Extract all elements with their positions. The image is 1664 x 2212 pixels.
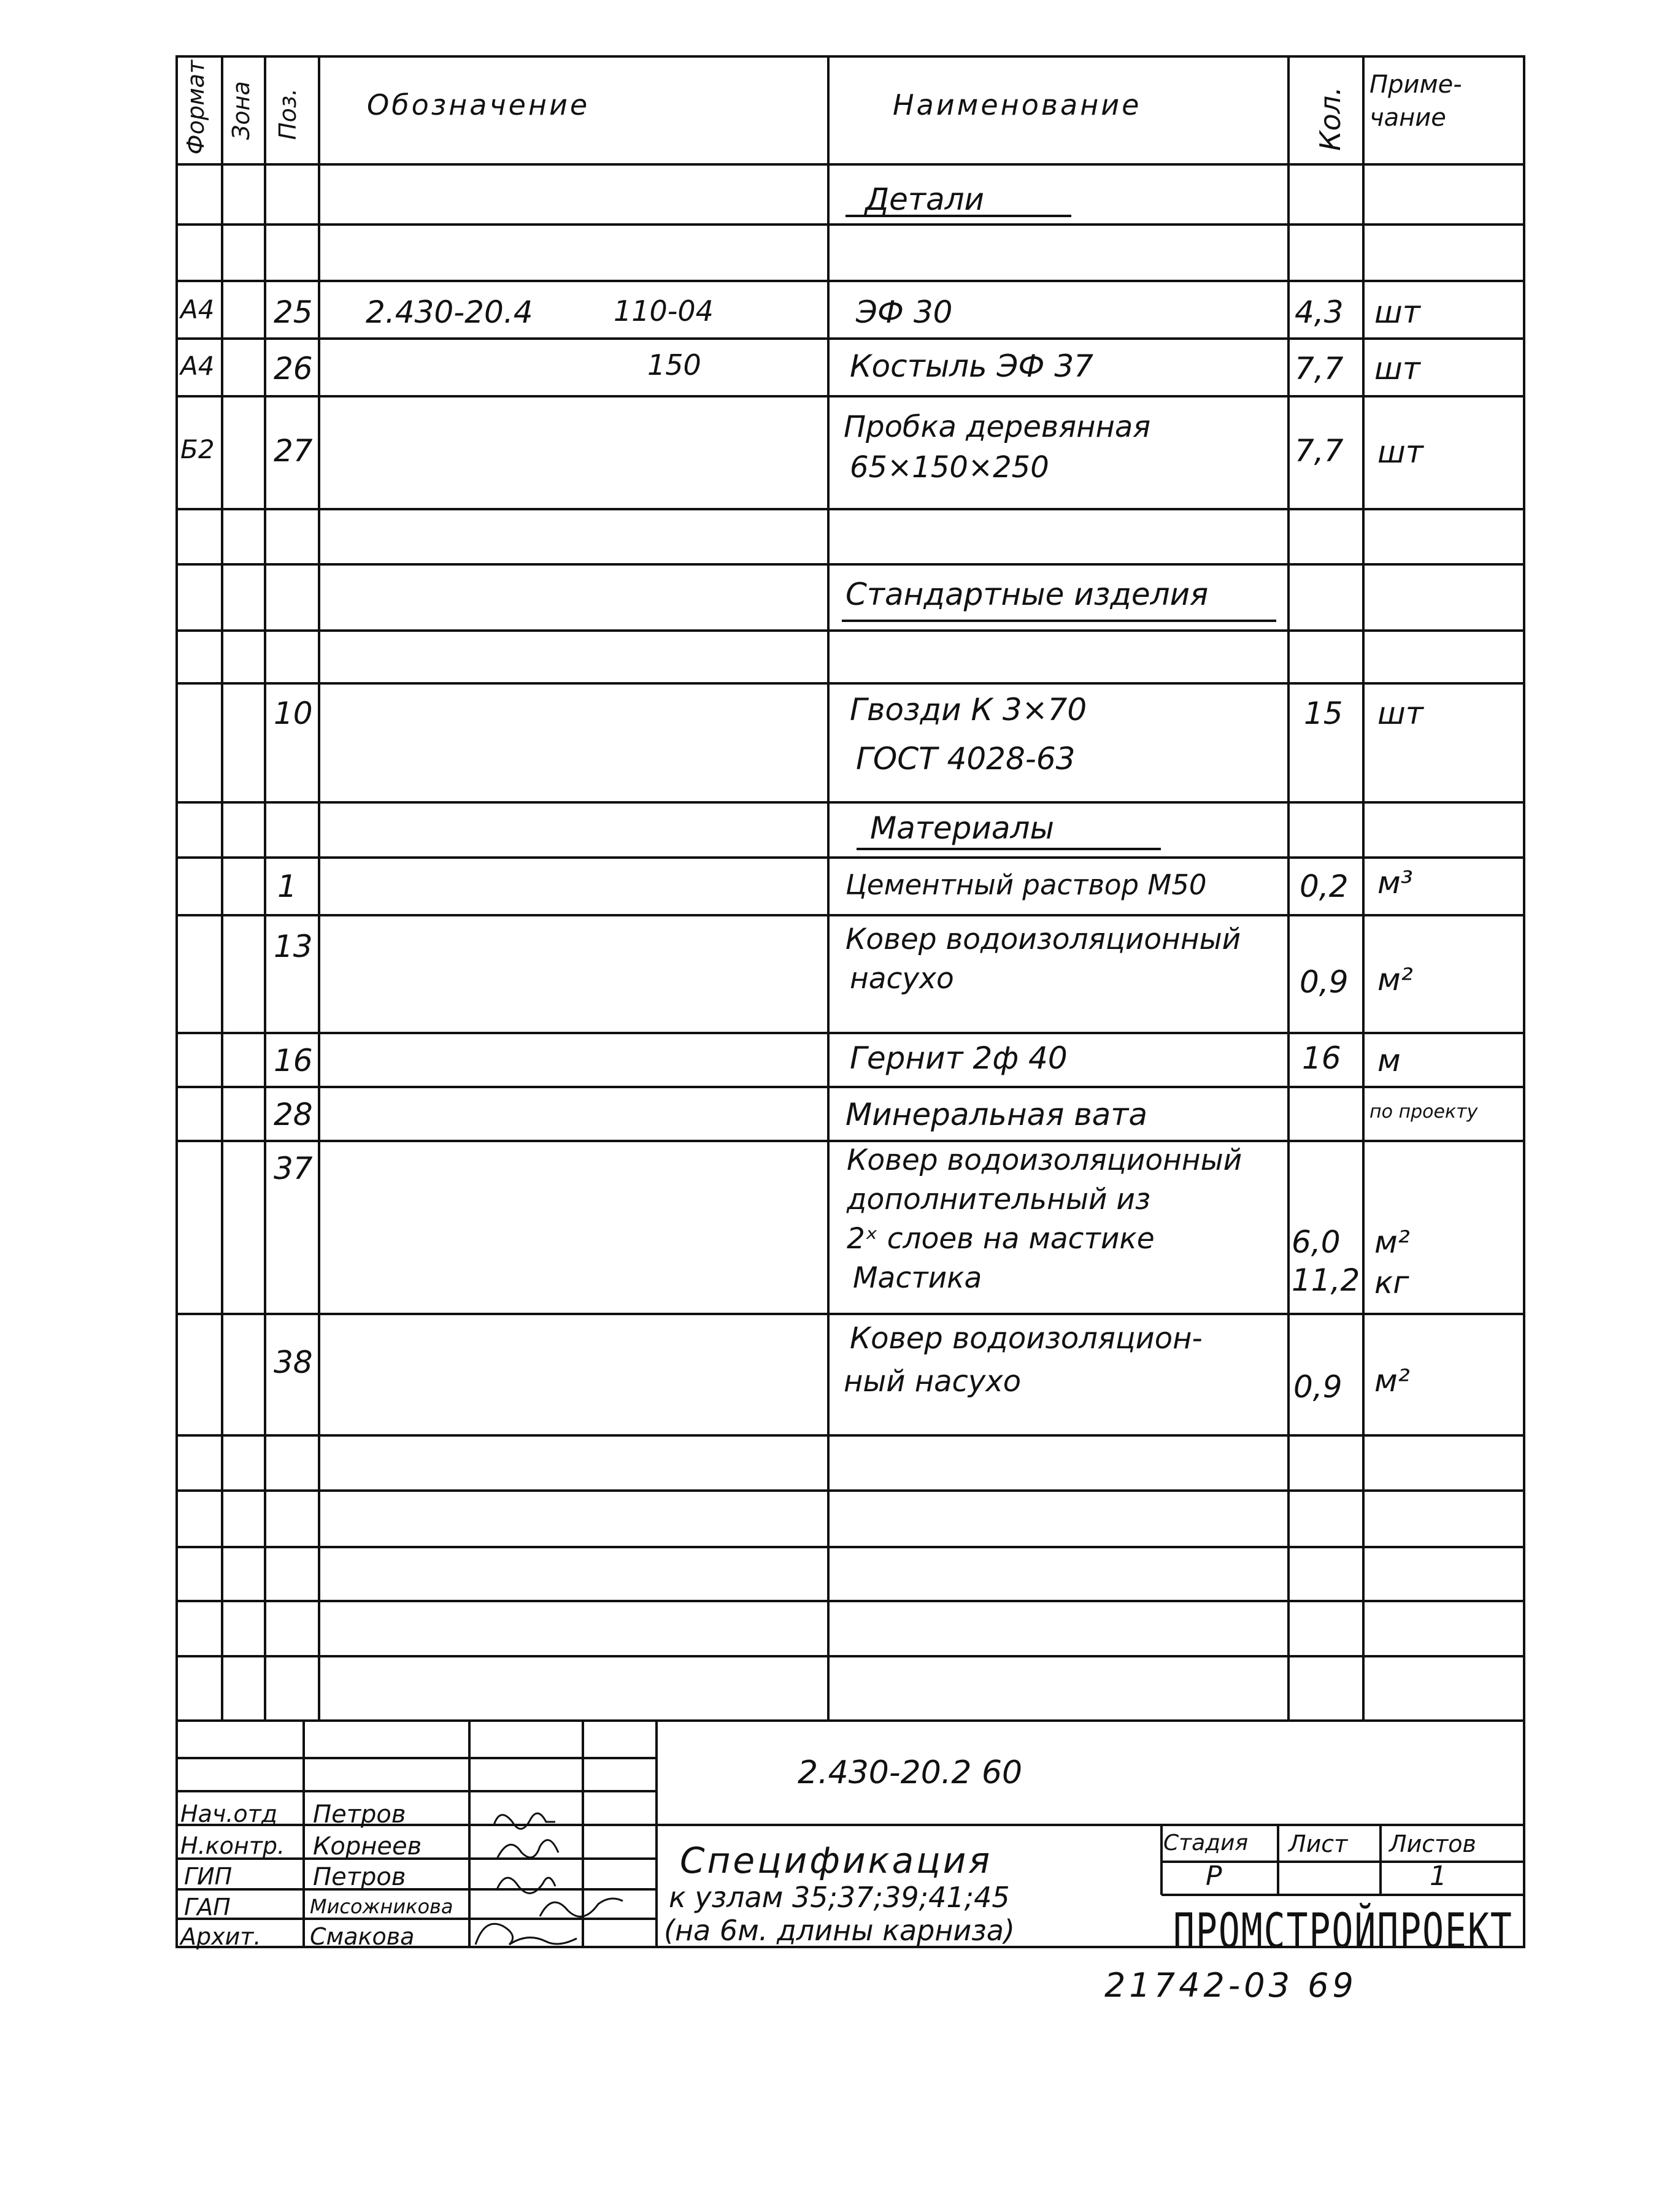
section-standard-underline xyxy=(842,620,1276,622)
spec-title: Спецификация xyxy=(680,1840,993,1881)
header-designation: Обозначение xyxy=(367,88,590,121)
header-note-2: чание xyxy=(1369,104,1446,132)
specification-sheet: Формат Зона Поз. Кол. Обозначение Наименование Приме- чание Детали Стандартные изделия Материалы А4 25 2.430-20.4 110-04 ЭФ 30 4,3 шт А4 26 150 Костыль ЭФ 37 7,7 шт Б2 27 Пробка деревянная 65×150×250 7,7 шт 10 Гвозди К 3×70 ГОСТ 4028-63 15 шт 1 Цементный раствор М50 0,2 м³ 13 Ковер водоизоляционный насухо 0,9 м² 16 Гернит 2ф 40 16 м 28 Минеральная вата по проекту 37 Ковер водоизоляционный дополнительный из 2ˣ слоев на мастике Мастика 6,0 11,2 м² кг 38 Ковер водоизоляцион- ный насухо 0,9 м² 2.430-20.2 60 Спецификация к узлам 35;37;39;41;45 (на 6м. длины карниза) Стадия Лист Листов Р 1 ПРОМСТРОЙПРОЕКТ Нач.отд Петров Н.контр. Корнеев ГИП Петров ГАП Мисожникова Архит. Смакова 21742-03 69 xyxy=(0,0,1664,2212)
signatures xyxy=(476,1813,623,1945)
spec-title-2: к узлам 35;37;39;41;45 xyxy=(669,1881,1010,1914)
sheets-label: Листов xyxy=(1389,1830,1476,1857)
section-materials: Материалы xyxy=(870,810,1054,846)
header-note-1: Приме- xyxy=(1369,71,1462,99)
header-zone: Зона xyxy=(228,81,255,140)
header-qty: Кол. xyxy=(1314,86,1347,151)
organization: ПРОМСТРОЙПРОЕКТ xyxy=(1173,1903,1513,1959)
header-name: Наименование xyxy=(893,88,1142,121)
header-pos: Поз. xyxy=(274,88,301,140)
section-standard: Стандартные изделия xyxy=(845,577,1209,612)
section-details-underline xyxy=(845,215,1071,217)
sheet-label: Лист xyxy=(1288,1830,1348,1857)
stage-value: Р xyxy=(1206,1861,1222,1892)
sheets-value: 1 xyxy=(1430,1861,1447,1892)
section-materials-underline xyxy=(857,848,1161,850)
footer-code: 21742-03 69 xyxy=(1104,1966,1357,2005)
spec-title-3: (на 6м. длины карниза) xyxy=(664,1914,1015,1947)
doc-code: 2.430-20.2 60 xyxy=(798,1754,1023,1791)
header-format: Формат xyxy=(182,60,209,155)
stage-label: Стадия xyxy=(1163,1830,1249,1856)
section-details: Детали xyxy=(865,182,985,217)
